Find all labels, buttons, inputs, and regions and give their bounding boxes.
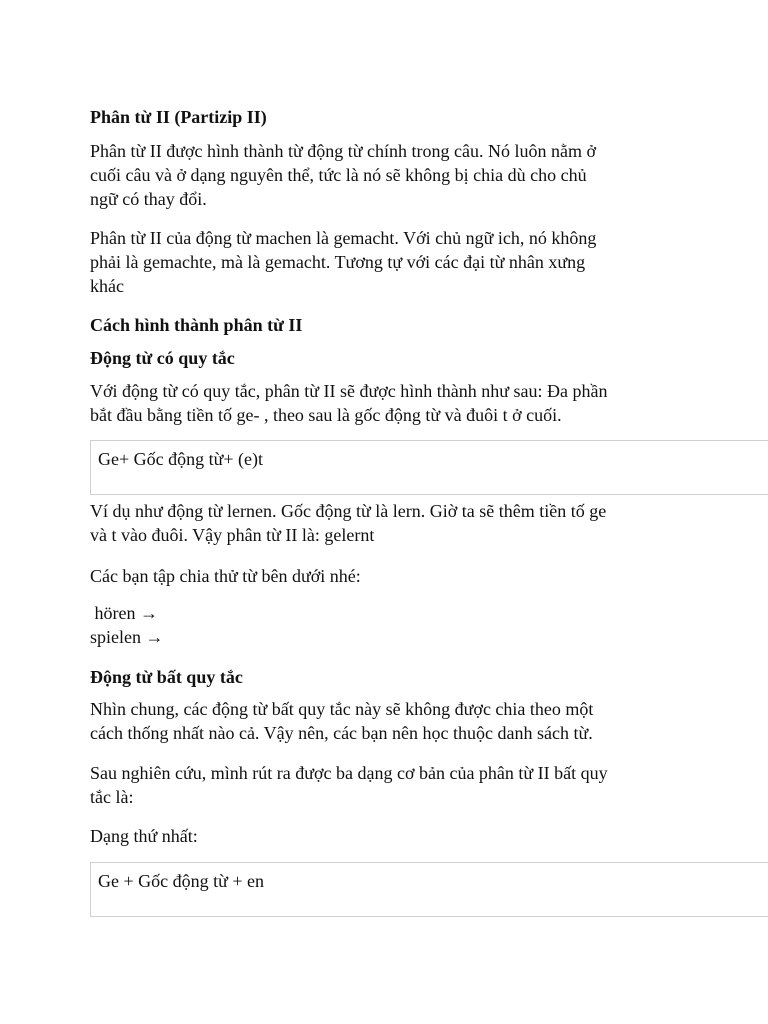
intro-line: cuối câu và ở dạng nguyên thể, tức là nó sẽ không bị chia dù cho chủ: [90, 165, 587, 185]
section-heading-formation: Cách hình thành phân từ II: [90, 315, 303, 335]
research-paragraph: [90, 761, 680, 809]
page-title: Phân từ II (Partizip II): [90, 107, 267, 127]
section-heading-irregular: Động từ bất quy tắc: [90, 667, 243, 687]
intro-line: ngữ có thay đổi.: [90, 189, 207, 209]
formula-box-form-one: [90, 862, 768, 917]
practice-item-hoeren: hören →: [90, 603, 158, 623]
intro-line: Phân từ II được hình thành từ động từ chính trong câu. Nó luôn nằm ở: [90, 141, 596, 161]
irregular-line: cách thống nhất nào cả. Vậy nên, các bạn nên học thuộc danh sách từ.: [90, 723, 593, 743]
formula-form-one-text: Ge + Gốc động từ + en: [98, 871, 265, 891]
lernen-example-paragraph: [90, 499, 680, 547]
machen-line: phải là gemachte, mà là gemacht. Tương tự với các đại từ nhân xưng: [90, 252, 586, 272]
lernen-line: và t vào đuôi. Vậy phân từ II là: gelernt: [90, 525, 375, 545]
machen-line: khác: [90, 276, 124, 296]
form-one-label: Dạng thứ nhất:: [90, 826, 198, 846]
machen-example-paragraph: [90, 226, 680, 298]
research-line: tắc là:: [90, 787, 134, 807]
regular-paragraph: [90, 379, 680, 427]
irregular-line: Nhìn chung, các động từ bất quy tắc này sẽ không được chia theo một: [90, 699, 594, 719]
practice-prompt: Các bạn tập chia thử từ bên dưới nhé:: [90, 566, 361, 586]
practice-item-spielen: spielen →: [90, 627, 164, 647]
practice-list: [90, 601, 680, 649]
section-heading-regular: Động từ có quy tắc: [90, 348, 235, 368]
regular-line: bắt đầu bằng tiền tố ge- , theo sau là gốc động từ và đuôi t ở cuối.: [90, 405, 562, 425]
machen-line: Phân từ II của động từ machen là gemacht. Với chủ ngữ ich, nó không: [90, 228, 597, 248]
research-line: Sau nghiên cứu, mình rút ra được ba dạng cơ bản của phân từ II bất quy: [90, 763, 608, 783]
formula-regular-text: Ge+ Gốc động từ+ (e)t: [98, 449, 264, 469]
formula-box-regular: [90, 440, 768, 495]
irregular-paragraph: [90, 697, 680, 745]
regular-line: Với động từ có quy tắc, phân từ II sẽ được hình thành như sau: Đa phần: [90, 381, 608, 401]
intro-paragraph: [90, 139, 680, 211]
lernen-line: Ví dụ như động từ lernen. Gốc động từ là lern. Giờ ta sẽ thêm tiền tố ge: [90, 501, 607, 521]
